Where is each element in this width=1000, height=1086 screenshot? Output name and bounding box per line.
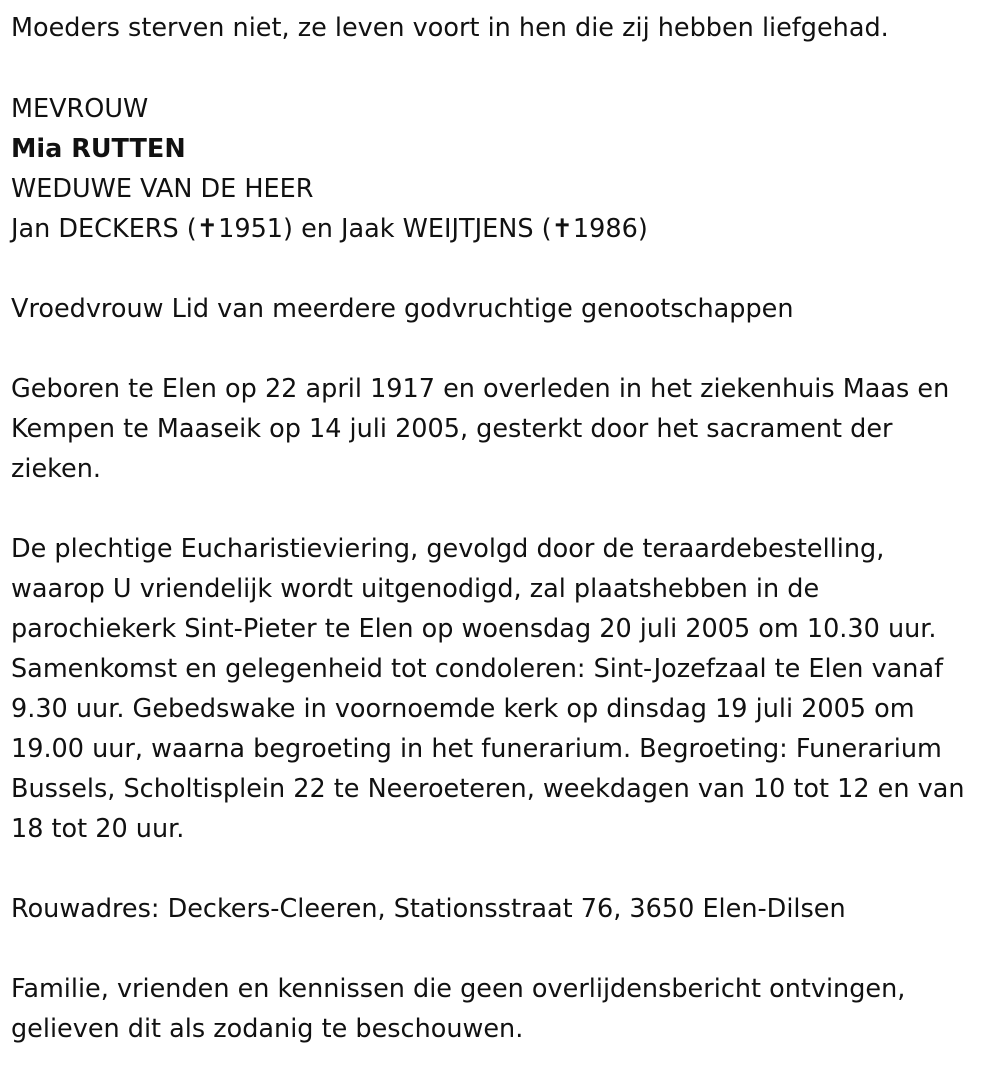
widow-of-label: WEDUWE VAN DE HEER	[11, 174, 314, 204]
paragraph-line: parochiekerk Sint-Pieter te Elen op woensdag 20 juli 2005 om 10.30 uur.	[11, 614, 937, 644]
birth-death-paragraph	[11, 369, 985, 489]
memorial-quote: Moeders sterven niet, ze leven voort in hen die zij hebben liefgehad.	[11, 13, 889, 43]
occupation-line: Vroedvrouw Lid van meerdere godvruchtige genootschappen	[11, 294, 794, 324]
deceased-block	[11, 89, 985, 249]
paragraph-line: zieken.	[11, 454, 101, 484]
mourning-address: Rouwadres: Deckers-Cleeren, Stationsstraat 76, 3650 Elen-Dilsen	[11, 894, 846, 924]
honorific: MEVROUW	[11, 94, 149, 124]
paragraph-line: gelieven dit als zodanig te beschouwen.	[11, 1014, 524, 1044]
closing-paragraph	[11, 969, 985, 1049]
spouses-line: Jan DECKERS (✝1951) en Jaak WEIJTJENS (✝1986)	[11, 214, 648, 244]
paragraph-line: waarop U vriendelijk wordt uitgenodigd, zal plaatshebben in de	[11, 574, 820, 604]
paragraph-line: Samenkomst en gelegenheid tot condoleren: Sint-Jozefzaal te Elen vanaf	[11, 654, 944, 684]
paragraph-line: De plechtige Eucharistieviering, gevolgd door de teraardebestelling,	[11, 534, 885, 564]
paragraph-line: Kempen te Maaseik op 14 juli 2005, gesterkt door het sacrament der	[11, 414, 893, 444]
paragraph-line: Familie, vrienden en kennissen die geen overlijdensbericht ontvingen,	[11, 974, 906, 1004]
ceremony-paragraph	[11, 529, 985, 849]
paragraph-line: 19.00 uur, waarna begroeting in het funerarium. Begroeting: Funerarium	[11, 734, 942, 764]
paragraph-line: 18 tot 20 uur.	[11, 814, 185, 844]
paragraph-line: Geboren te Elen op 22 april 1917 en overleden in het ziekenhuis Maas en	[11, 374, 950, 404]
paragraph-line: 9.30 uur. Gebedswake in voornoemde kerk op dinsdag 19 juli 2005 om	[11, 694, 915, 724]
deceased-name: Mia RUTTEN	[11, 134, 186, 164]
paragraph-line: Bussels, Scholtisplein 22 te Neeroeteren, weekdagen van 10 tot 12 en van	[11, 774, 965, 804]
